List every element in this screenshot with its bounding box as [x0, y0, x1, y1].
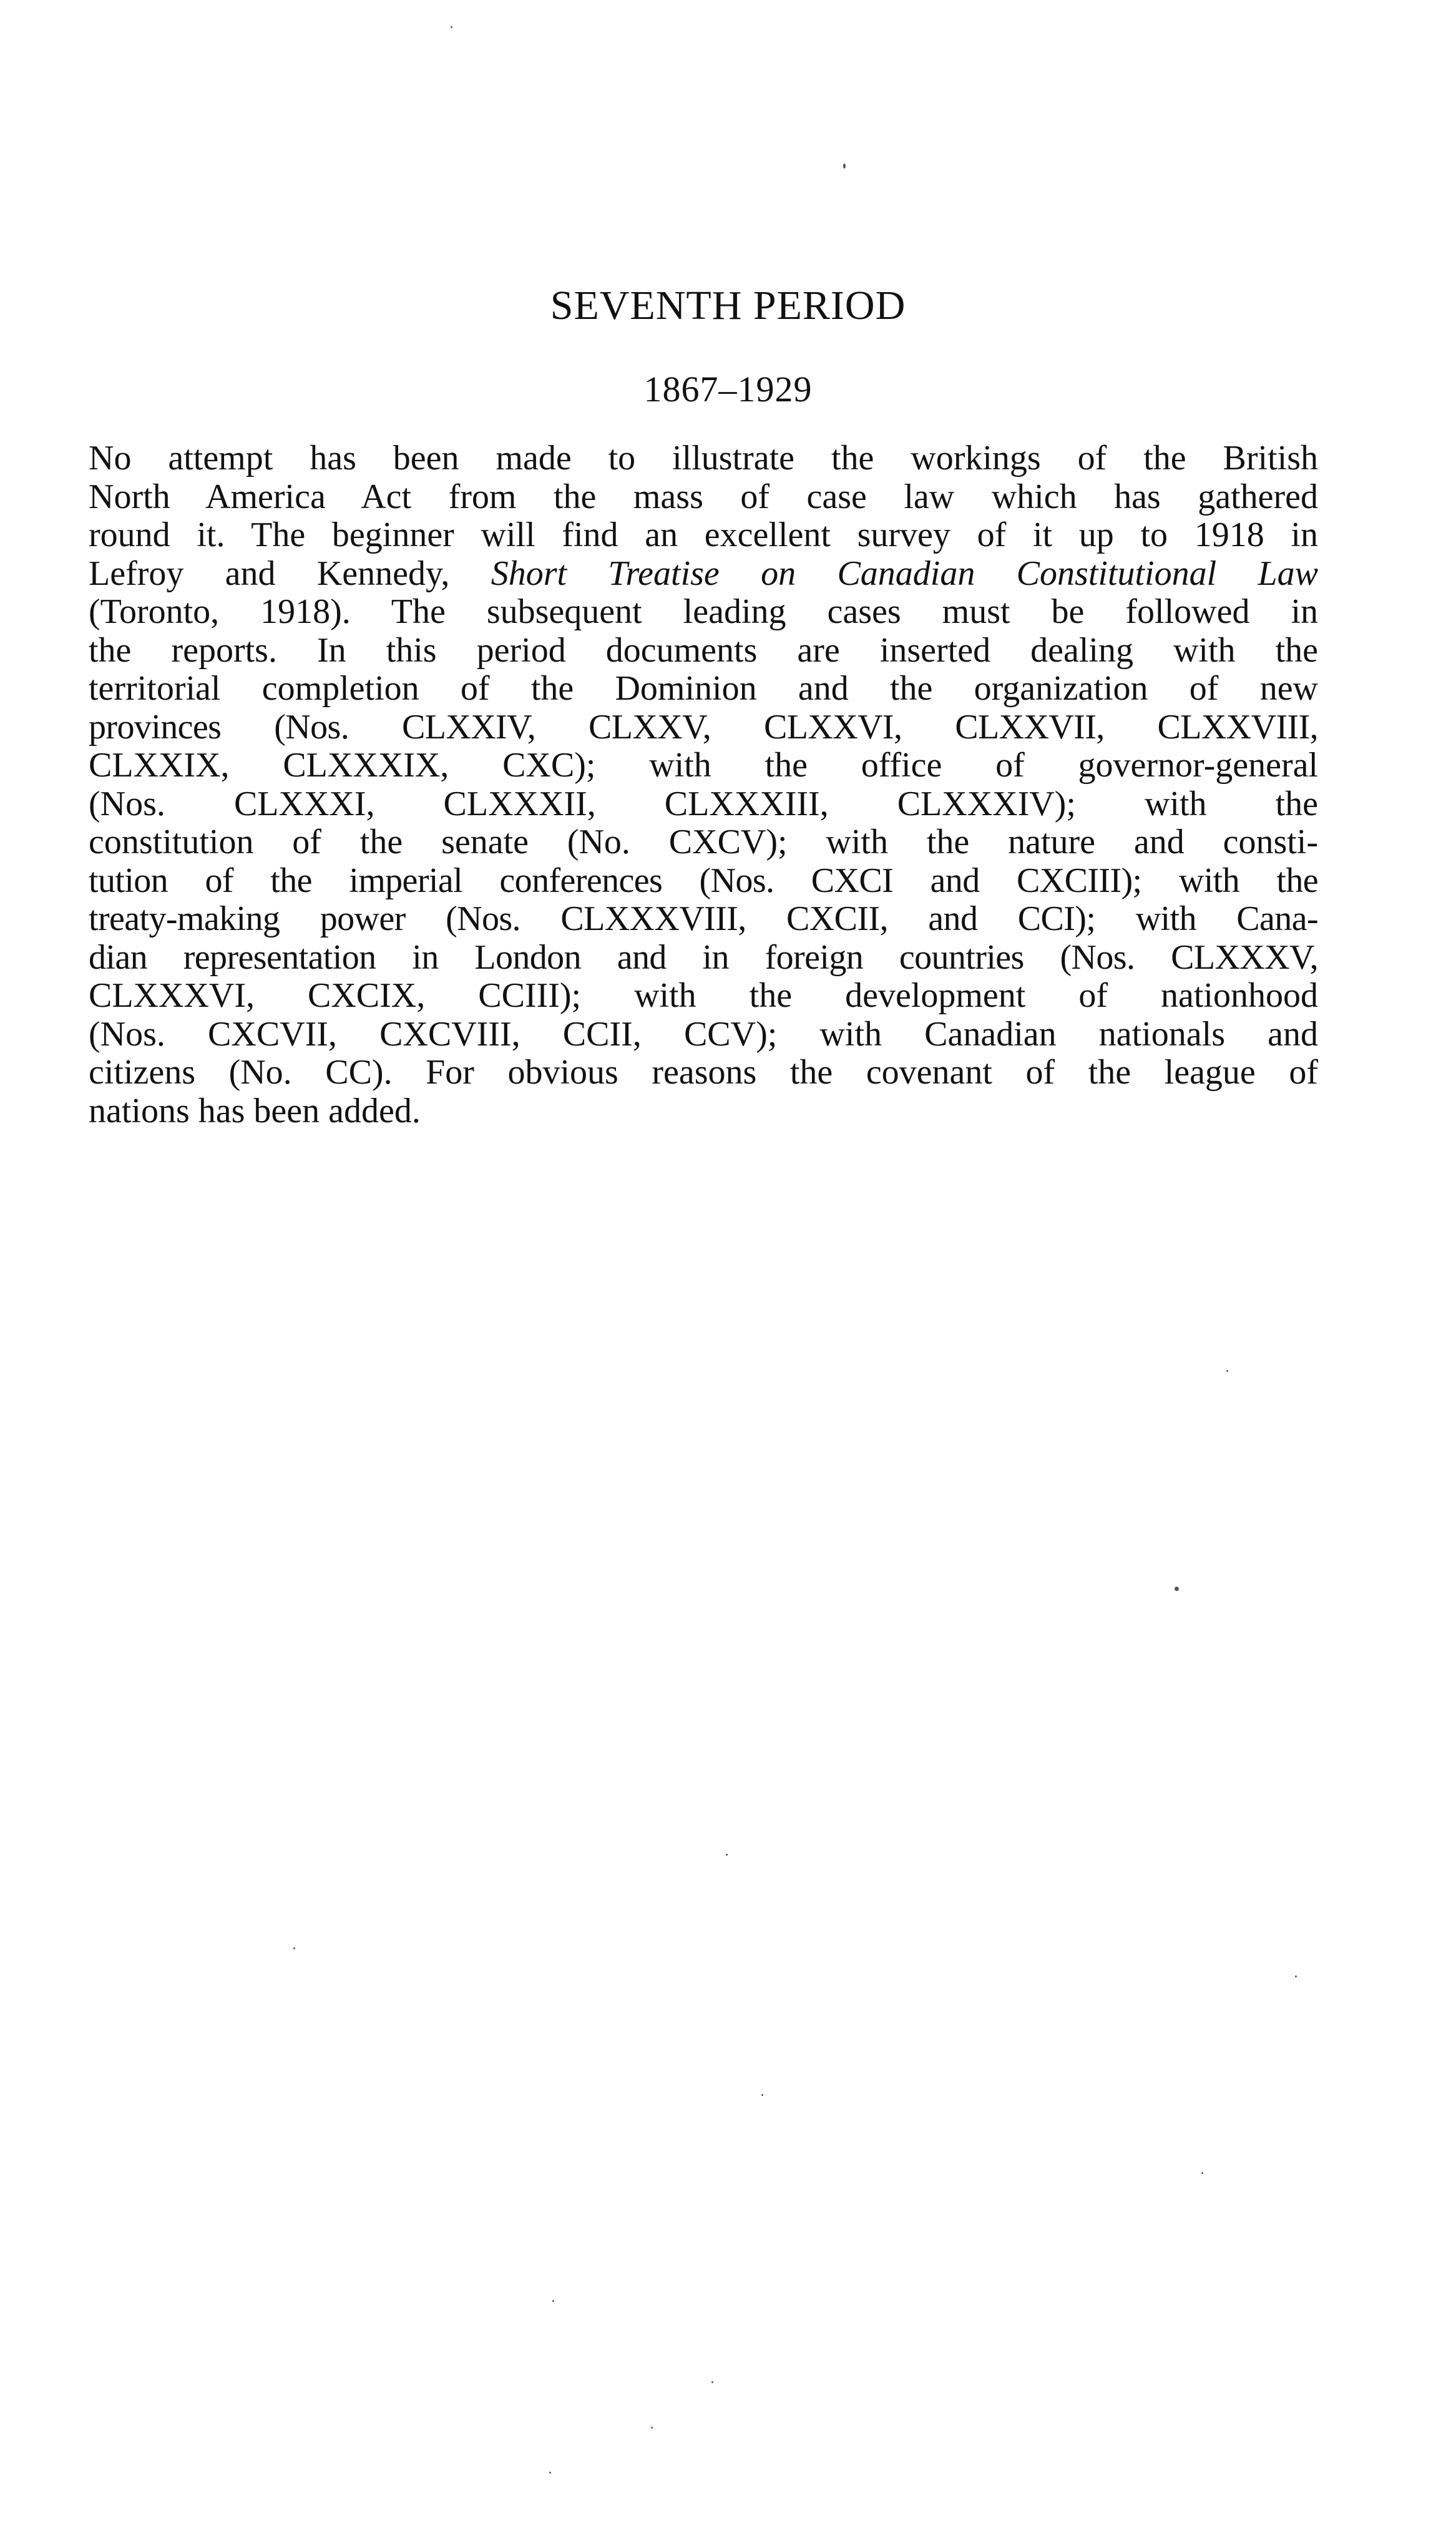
- scan-speck: [549, 2472, 551, 2474]
- scan-speck: [293, 1947, 295, 1949]
- scan-speck: [651, 2427, 653, 2429]
- paragraph-line: CLXXIX, CLXXXIX, CXC); with the office of governor-general: [89, 746, 1318, 785]
- book-title: Short Treatise on Canadian Constitutional Law: [491, 554, 1318, 593]
- scan-speck: [1201, 2172, 1203, 2174]
- paragraph-line: constitution of the senate (No. CXCV); with the nature and consti-: [89, 823, 1318, 861]
- paragraph-line: CLXXXVI, CXCIX, CCIII); with the development of nationhood: [89, 976, 1318, 1015]
- scan-speck: [711, 2381, 713, 2383]
- paragraph-line: (Nos. CXCVII, CXCVIII, CCII, CCV); with Canadian nationals and: [89, 1014, 1318, 1054]
- paragraph-line: North America Act from the mass of case law which has gathered: [89, 477, 1318, 516]
- paragraph-line-text: Lefroy and Kennedy,: [89, 554, 450, 593]
- paragraph-line: citizens (No. CC). For obvious reasons the covenant of the league of: [89, 1053, 1318, 1092]
- scan-speck: [1226, 1370, 1228, 1372]
- paragraph-line: treaty-making power (Nos. CLXXXVIII, CXCII, and CCI); with Cana-: [89, 899, 1318, 938]
- scan-speck: [451, 26, 452, 28]
- paragraph-line: tution of the imperial conferences (Nos. CXCI and CXCIII); with the: [89, 861, 1318, 900]
- paragraph-line: provinces (Nos. CLXXIV, CLXXV, CLXXVI, CLXXVII, CLXXVIII,: [89, 707, 1318, 747]
- paragraph-line: territorial completion of the Dominion and the organization of new: [89, 669, 1318, 708]
- period-years: 1867–1929: [643, 369, 813, 409]
- paragraph-line: nations has been added.: [89, 1091, 421, 1130]
- scan-speck: [761, 2094, 763, 2096]
- paragraph-line: No attempt has been made to illustrate the workings of the British: [89, 439, 1318, 477]
- paragraph-line: (Nos. CLXXXI, CLXXXII, CLXXXIII, CLXXXIV); with the: [89, 784, 1318, 823]
- scan-speck: [1175, 1587, 1179, 1591]
- paragraph-line: the reports. In this period documents are inserted dealing with the: [89, 630, 1318, 670]
- paragraph-line: dian representation in London and in foreign countries (Nos. CLXXXV,: [89, 938, 1318, 977]
- paragraph-line: round it. The beginner will find an excellent survey of it up to 1918 in: [89, 516, 1318, 554]
- scan-speck: [843, 164, 846, 169]
- scan-speck: [726, 1854, 728, 1856]
- intro-paragraph: [89, 439, 1318, 1130]
- period-title: SEVENTH PERIOD: [550, 283, 906, 328]
- paragraph-line: (Toronto, 1918). The subsequent leading cases must be followed in: [89, 592, 1318, 631]
- scan-speck: [552, 2300, 554, 2302]
- paragraph-line-with-title: [89, 555, 1318, 594]
- scan-speck: [1295, 1976, 1297, 1977]
